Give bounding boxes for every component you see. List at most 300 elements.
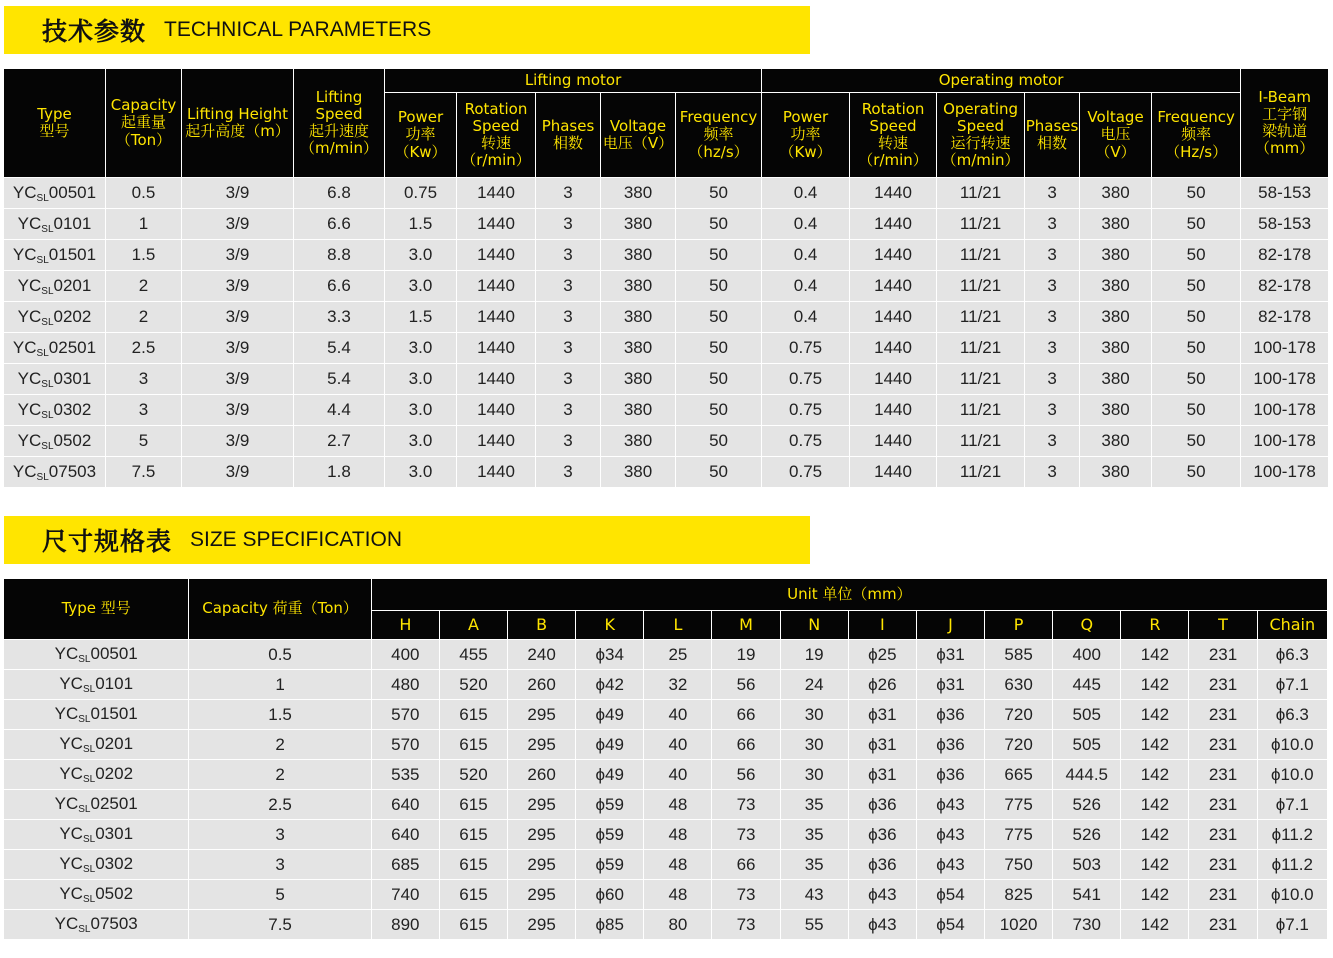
- cell-dim-r: 142: [1121, 640, 1189, 670]
- cell-om-operating-speed: 11/21: [937, 333, 1025, 364]
- cell-om-phases: 3: [1025, 178, 1080, 209]
- cell-om-operating-speed: 11/21: [937, 395, 1025, 426]
- cell-dim-i: ϕ36: [848, 790, 916, 820]
- cell-dim-k: ϕ49: [576, 760, 644, 790]
- cell-type: [4, 209, 106, 240]
- cell-dim-l: 40: [644, 760, 712, 790]
- cell-ibeam: 82-178: [1241, 271, 1329, 302]
- cell-lm-frequency: 50: [676, 364, 762, 395]
- cell-om-operating-speed: 11/21: [937, 271, 1025, 302]
- cell-dim-n: 30: [780, 760, 848, 790]
- cell-type: [4, 271, 106, 302]
- cell-dim-j: ϕ43: [916, 820, 984, 850]
- cell-dim-p: 825: [985, 880, 1053, 910]
- cell-lm-power: 1.5: [385, 302, 457, 333]
- cell-dim-n: 35: [780, 850, 848, 880]
- th-capacity: Capacity 起重量 （Ton）: [106, 69, 182, 178]
- cell-dim-i: ϕ31: [848, 760, 916, 790]
- model-prefix: YC: [12, 461, 37, 481]
- cell-dim-j: ϕ31: [916, 640, 984, 670]
- th-dim-i: I: [848, 611, 916, 640]
- cell-dim-h: 570: [371, 730, 439, 760]
- cell-capacity: 0.5: [106, 178, 182, 209]
- cell-dim-t: 231: [1189, 730, 1257, 760]
- model-subscript: SL: [78, 654, 91, 665]
- cell-dim-k: ϕ42: [576, 670, 644, 700]
- cell-dim-chain: ϕ10.0: [1257, 730, 1327, 760]
- cell-om-rotation-speed: 1440: [850, 457, 937, 488]
- cell-dim-l: 40: [644, 730, 712, 760]
- model-prefix: YC: [17, 306, 42, 326]
- cell-om-voltage: 380: [1080, 209, 1152, 240]
- tech-table-body: [4, 178, 1329, 488]
- th-ibeam: I-Beam 工字钢 梁轨道 （mm）: [1241, 69, 1329, 178]
- cell-om-rotation-speed: 1440: [850, 302, 937, 333]
- cell-dim-p: 750: [985, 850, 1053, 880]
- model-subscript: SL: [41, 316, 54, 328]
- cell-dim-m: 56: [712, 760, 780, 790]
- cell-om-frequency: 50: [1152, 302, 1241, 333]
- model-subscript: SL: [78, 714, 91, 725]
- cell-om-phases: 3: [1025, 395, 1080, 426]
- cell-dim-r: 142: [1121, 760, 1189, 790]
- cell-dim-p: 775: [985, 790, 1053, 820]
- cell-om-operating-speed: 11/21: [937, 364, 1025, 395]
- cell-lm-power: 3.0: [385, 333, 457, 364]
- cell-om-voltage: 380: [1080, 271, 1152, 302]
- cell-type: [4, 178, 106, 209]
- cell-om-voltage: 380: [1080, 240, 1152, 271]
- cell-dim-i: ϕ31: [848, 700, 916, 730]
- cell-dim-q: 526: [1053, 790, 1121, 820]
- cell-dim-p: 585: [985, 640, 1053, 670]
- model-number: 0302: [95, 854, 134, 873]
- table-row: [4, 790, 1328, 820]
- cell-dim-l: 48: [644, 820, 712, 850]
- model-subscript: SL: [36, 192, 49, 204]
- cell-lm-phases: 3: [536, 364, 601, 395]
- cell-om-power: 0.4: [762, 302, 850, 333]
- cell-dim-t: 231: [1189, 640, 1257, 670]
- cell-dim-r: 142: [1121, 880, 1189, 910]
- size-table-body: [4, 640, 1328, 940]
- cell-om-power: 0.4: [762, 271, 850, 302]
- cell-dim-a: 615: [439, 700, 507, 730]
- cell-capacity: 3: [106, 364, 182, 395]
- cell-dim-k: ϕ49: [576, 730, 644, 760]
- cell-om-frequency: 50: [1152, 364, 1241, 395]
- cell-lm-power: 3.0: [385, 240, 457, 271]
- cell-om-power: 0.4: [762, 178, 850, 209]
- cell-dim-q: 505: [1053, 730, 1121, 760]
- cell-om-frequency: 50: [1152, 240, 1241, 271]
- cell-lifting-height: 3/9: [182, 457, 294, 488]
- cell-dim-h: 890: [371, 910, 439, 940]
- cell-dim-b: 295: [508, 910, 576, 940]
- cell-capacity: 3: [189, 850, 371, 880]
- cell-dim-r: 142: [1121, 730, 1189, 760]
- model-number: 0101: [53, 213, 92, 233]
- tech-title-cn: 技术参数: [42, 17, 147, 46]
- cell-dim-chain: ϕ7.1: [1257, 670, 1327, 700]
- cell-dim-b: 295: [508, 700, 576, 730]
- cell-dim-p: 720: [985, 700, 1053, 730]
- cell-om-rotation-speed: 1440: [850, 271, 937, 302]
- cell-dim-j: ϕ54: [916, 880, 984, 910]
- table-row: [4, 880, 1328, 910]
- cell-dim-m: 56: [712, 670, 780, 700]
- cell-dim-q: 526: [1053, 820, 1121, 850]
- cell-lifting-speed: 2.7: [294, 426, 385, 457]
- cell-dim-a: 520: [439, 760, 507, 790]
- model-number: 0502: [95, 884, 134, 903]
- cell-lm-rotation-speed: 1440: [457, 209, 536, 240]
- cell-lm-phases: 3: [536, 178, 601, 209]
- cell-lm-phases: 3: [536, 426, 601, 457]
- cell-type: [4, 700, 189, 730]
- cell-lm-power: 3.0: [385, 395, 457, 426]
- cell-capacity: 1: [106, 209, 182, 240]
- tech-params-title-band: [4, 6, 810, 54]
- cell-om-voltage: 380: [1080, 457, 1152, 488]
- cell-lm-voltage: 380: [601, 240, 676, 271]
- th-dim-q: Q: [1053, 611, 1121, 640]
- cell-type: [4, 364, 106, 395]
- cell-lifting-speed: 6.6: [294, 209, 385, 240]
- cell-dim-h: 535: [371, 760, 439, 790]
- size-title-en: SIZE SPECIFICATION: [190, 528, 402, 551]
- table-row: [4, 820, 1328, 850]
- cell-lm-voltage: 380: [601, 333, 676, 364]
- cell-lm-voltage: 380: [601, 302, 676, 333]
- cell-capacity: 1.5: [106, 240, 182, 271]
- cell-lm-power: 3.0: [385, 426, 457, 457]
- th-dim-h: H: [371, 611, 439, 640]
- cell-type: [4, 910, 189, 940]
- cell-dim-k: ϕ49: [576, 700, 644, 730]
- cell-lm-rotation-speed: 1440: [457, 457, 536, 488]
- cell-lifting-height: 3/9: [182, 333, 294, 364]
- cell-lifting-height: 3/9: [182, 271, 294, 302]
- cell-type: [4, 850, 189, 880]
- cell-om-phases: 3: [1025, 209, 1080, 240]
- model-subscript: SL: [82, 864, 96, 875]
- cell-om-phases: 3: [1025, 302, 1080, 333]
- cell-lm-phases: 3: [536, 240, 601, 271]
- th-unit-group: Unit 单位（mm）: [371, 579, 1327, 611]
- cell-lm-rotation-speed: 1440: [457, 364, 536, 395]
- cell-om-frequency: 50: [1152, 178, 1241, 209]
- cell-type: [4, 302, 106, 333]
- cell-capacity: 0.5: [189, 640, 371, 670]
- model-subscript: SL: [36, 254, 49, 266]
- model-prefix: YC: [17, 368, 42, 388]
- cell-dim-chain: ϕ10.0: [1257, 760, 1327, 790]
- cell-om-phases: 3: [1025, 457, 1080, 488]
- cell-om-frequency: 50: [1152, 209, 1241, 240]
- cell-lm-power: 0.75: [385, 178, 457, 209]
- cell-lm-power: 1.5: [385, 209, 457, 240]
- cell-dim-h: 640: [371, 820, 439, 850]
- model-number: 02501: [48, 337, 97, 357]
- table-row: [4, 302, 1329, 333]
- cell-dim-m: 66: [712, 850, 780, 880]
- cell-dim-a: 615: [439, 850, 507, 880]
- model-number: 0202: [95, 764, 134, 783]
- th-om-voltage: Voltage 电压 （V）: [1080, 93, 1152, 178]
- cell-om-operating-speed: 11/21: [937, 302, 1025, 333]
- model-subscript: SL: [82, 684, 96, 695]
- cell-dim-i: ϕ43: [848, 910, 916, 940]
- th-dim-chain: Chain: [1257, 611, 1327, 640]
- model-prefix: YC: [54, 644, 79, 663]
- cell-lm-frequency: 50: [676, 333, 762, 364]
- th-om-operating-speed: Operating Speed 运行转速 （m/min）: [937, 93, 1025, 178]
- cell-om-power: 0.4: [762, 240, 850, 271]
- cell-lifting-height: 3/9: [182, 178, 294, 209]
- cell-type: [4, 333, 106, 364]
- cell-dim-a: 615: [439, 790, 507, 820]
- th-lm-phases: Phases 相数: [536, 93, 601, 178]
- cell-dim-q: 445: [1053, 670, 1121, 700]
- cell-dim-i: ϕ26: [848, 670, 916, 700]
- cell-om-frequency: 50: [1152, 395, 1241, 426]
- cell-dim-k: ϕ59: [576, 820, 644, 850]
- cell-lm-frequency: 50: [676, 426, 762, 457]
- cell-dim-i: ϕ36: [848, 850, 916, 880]
- cell-lm-frequency: 50: [676, 395, 762, 426]
- cell-lm-voltage: 380: [601, 178, 676, 209]
- table-row: [4, 395, 1329, 426]
- cell-om-operating-speed: 11/21: [937, 209, 1025, 240]
- model-number: 07503: [48, 461, 97, 481]
- cell-dim-chain: ϕ6.3: [1257, 640, 1327, 670]
- cell-dim-r: 142: [1121, 820, 1189, 850]
- th-dim-m: M: [712, 611, 780, 640]
- cell-capacity: 7.5: [189, 910, 371, 940]
- cell-om-rotation-speed: 1440: [850, 333, 937, 364]
- cell-dim-chain: ϕ11.2: [1257, 820, 1327, 850]
- cell-dim-j: ϕ36: [916, 700, 984, 730]
- cell-dim-b: 295: [508, 850, 576, 880]
- cell-ibeam: 100-178: [1241, 364, 1329, 395]
- cell-lm-frequency: 50: [676, 240, 762, 271]
- cell-ibeam: 82-178: [1241, 240, 1329, 271]
- cell-lifting-height: 3/9: [182, 302, 294, 333]
- cell-dim-k: ϕ60: [576, 880, 644, 910]
- model-prefix: YC: [17, 213, 42, 233]
- cell-dim-n: 35: [780, 820, 848, 850]
- cell-om-power: 0.75: [762, 333, 850, 364]
- cell-dim-j: ϕ43: [916, 790, 984, 820]
- size-specification-table: [3, 578, 1328, 940]
- cell-lm-voltage: 380: [601, 426, 676, 457]
- cell-dim-b: 295: [508, 730, 576, 760]
- table-row: [4, 209, 1329, 240]
- cell-dim-r: 142: [1121, 910, 1189, 940]
- cell-om-power: 0.75: [762, 364, 850, 395]
- model-number: 0101: [95, 674, 134, 693]
- table-row: [4, 700, 1328, 730]
- cell-lm-voltage: 380: [601, 457, 676, 488]
- cell-dim-i: ϕ36: [848, 820, 916, 850]
- cell-lm-frequency: 50: [676, 271, 762, 302]
- table-row: [4, 730, 1328, 760]
- cell-dim-a: 615: [439, 820, 507, 850]
- model-prefix: YC: [54, 794, 79, 813]
- cell-dim-i: ϕ43: [848, 880, 916, 910]
- model-subscript: SL: [82, 744, 96, 755]
- model-number: 0302: [53, 399, 92, 419]
- cell-dim-j: ϕ54: [916, 910, 984, 940]
- th-lm-frequency: Frequency 频率 （hz/s）: [676, 93, 762, 178]
- model-number: 00501: [90, 644, 138, 663]
- cell-dim-k: ϕ59: [576, 850, 644, 880]
- model-prefix: YC: [12, 244, 37, 264]
- cell-om-phases: 3: [1025, 333, 1080, 364]
- model-number: 0201: [95, 734, 134, 753]
- cell-dim-m: 66: [712, 700, 780, 730]
- th-om-phases: Phases 相数: [1025, 93, 1080, 178]
- cell-dim-t: 231: [1189, 700, 1257, 730]
- cell-lm-frequency: 50: [676, 209, 762, 240]
- size-spec-title-band: [4, 516, 810, 564]
- cell-dim-q: 503: [1053, 850, 1121, 880]
- cell-dim-p: 630: [985, 670, 1053, 700]
- th-type: Type 型号: [4, 69, 106, 178]
- th-dim-j: J: [916, 611, 984, 640]
- cell-dim-i: ϕ25: [848, 640, 916, 670]
- cell-om-power: 0.75: [762, 457, 850, 488]
- cell-type: [4, 760, 189, 790]
- cell-om-frequency: 50: [1152, 457, 1241, 488]
- cell-dim-b: 295: [508, 820, 576, 850]
- cell-dim-r: 142: [1121, 700, 1189, 730]
- cell-dim-i: ϕ31: [848, 730, 916, 760]
- cell-dim-n: 55: [780, 910, 848, 940]
- table-row: [4, 640, 1328, 670]
- cell-type: [4, 790, 189, 820]
- cell-lm-phases: 3: [536, 457, 601, 488]
- cell-dim-m: 73: [712, 790, 780, 820]
- cell-dim-t: 231: [1189, 760, 1257, 790]
- cell-om-power: 0.4: [762, 209, 850, 240]
- cell-dim-p: 1020: [985, 910, 1053, 940]
- th-lifting-motor-group: Lifting motor: [385, 69, 762, 93]
- cell-dim-r: 142: [1121, 850, 1189, 880]
- cell-lm-voltage: 380: [601, 395, 676, 426]
- cell-lm-rotation-speed: 1440: [457, 302, 536, 333]
- cell-dim-a: 615: [439, 730, 507, 760]
- th-dim-k: K: [576, 611, 644, 640]
- cell-dim-b: 260: [508, 670, 576, 700]
- cell-type: [4, 820, 189, 850]
- th-operating-motor-group: Operating motor: [762, 69, 1241, 93]
- cell-om-voltage: 380: [1080, 395, 1152, 426]
- cell-ibeam: 100-178: [1241, 426, 1329, 457]
- cell-lifting-speed: 1.8: [294, 457, 385, 488]
- model-subscript: SL: [78, 804, 91, 815]
- th-lm-voltage: Voltage 电压（V）: [601, 93, 676, 178]
- model-prefix: YC: [54, 704, 79, 723]
- technical-parameters-table: [3, 68, 1329, 488]
- cell-om-power: 0.75: [762, 395, 850, 426]
- model-subscript: SL: [41, 223, 54, 235]
- cell-lifting-height: 3/9: [182, 364, 294, 395]
- table-row: [4, 850, 1328, 880]
- cell-lm-phases: 3: [536, 209, 601, 240]
- cell-dim-chain: ϕ11.2: [1257, 850, 1327, 880]
- th-dim-t: T: [1189, 611, 1257, 640]
- cell-dim-r: 142: [1121, 670, 1189, 700]
- cell-om-voltage: 380: [1080, 333, 1152, 364]
- cell-lm-voltage: 380: [601, 209, 676, 240]
- cell-type: [4, 240, 106, 271]
- th-dim-r: R: [1121, 611, 1189, 640]
- table-row: [4, 271, 1329, 302]
- cell-om-rotation-speed: 1440: [850, 209, 937, 240]
- cell-dim-k: ϕ59: [576, 790, 644, 820]
- model-prefix: YC: [12, 337, 37, 357]
- cell-dim-n: 43: [780, 880, 848, 910]
- cell-dim-n: 24: [780, 670, 848, 700]
- model-number: 02501: [90, 794, 138, 813]
- table-row: [4, 240, 1329, 271]
- cell-dim-m: 66: [712, 730, 780, 760]
- model-subscript: SL: [36, 347, 49, 359]
- model-subscript: SL: [41, 440, 54, 452]
- cell-dim-j: ϕ43: [916, 850, 984, 880]
- th-om-frequency: Frequency 频率 （Hz/s）: [1152, 93, 1241, 178]
- cell-dim-l: 80: [644, 910, 712, 940]
- cell-dim-chain: ϕ7.1: [1257, 910, 1327, 940]
- cell-lm-rotation-speed: 1440: [457, 426, 536, 457]
- model-subscript: SL: [41, 378, 54, 390]
- cell-dim-a: 520: [439, 670, 507, 700]
- cell-lifting-speed: 4.4: [294, 395, 385, 426]
- cell-capacity: 1.5: [189, 700, 371, 730]
- cell-lm-power: 3.0: [385, 271, 457, 302]
- tech-title-en: TECHNICAL PARAMETERS: [164, 18, 432, 41]
- cell-om-phases: 3: [1025, 426, 1080, 457]
- cell-om-rotation-speed: 1440: [850, 426, 937, 457]
- th-size-type: Type 型号: [4, 579, 189, 640]
- cell-om-frequency: 50: [1152, 271, 1241, 302]
- cell-dim-h: 570: [371, 700, 439, 730]
- cell-dim-b: 295: [508, 790, 576, 820]
- cell-lifting-height: 3/9: [182, 395, 294, 426]
- cell-dim-a: 615: [439, 880, 507, 910]
- cell-lifting-speed: 3.3: [294, 302, 385, 333]
- th-om-rotation-speed: Rotation Speed 转速 （r/min）: [850, 93, 937, 178]
- cell-lm-phases: 3: [536, 395, 601, 426]
- cell-ibeam: 100-178: [1241, 457, 1329, 488]
- cell-capacity: 3: [189, 820, 371, 850]
- cell-om-power: 0.75: [762, 426, 850, 457]
- cell-dim-q: 541: [1053, 880, 1121, 910]
- cell-capacity: 2: [106, 271, 182, 302]
- cell-lifting-speed: 6.6: [294, 271, 385, 302]
- cell-lifting-height: 3/9: [182, 426, 294, 457]
- cell-capacity: 2: [189, 760, 371, 790]
- model-subscript: SL: [82, 774, 96, 785]
- cell-dim-chain: ϕ6.3: [1257, 700, 1327, 730]
- th-dim-n: N: [780, 611, 848, 640]
- cell-lm-phases: 3: [536, 271, 601, 302]
- cell-dim-k: ϕ85: [576, 910, 644, 940]
- cell-dim-chain: ϕ7.1: [1257, 790, 1327, 820]
- cell-dim-k: ϕ34: [576, 640, 644, 670]
